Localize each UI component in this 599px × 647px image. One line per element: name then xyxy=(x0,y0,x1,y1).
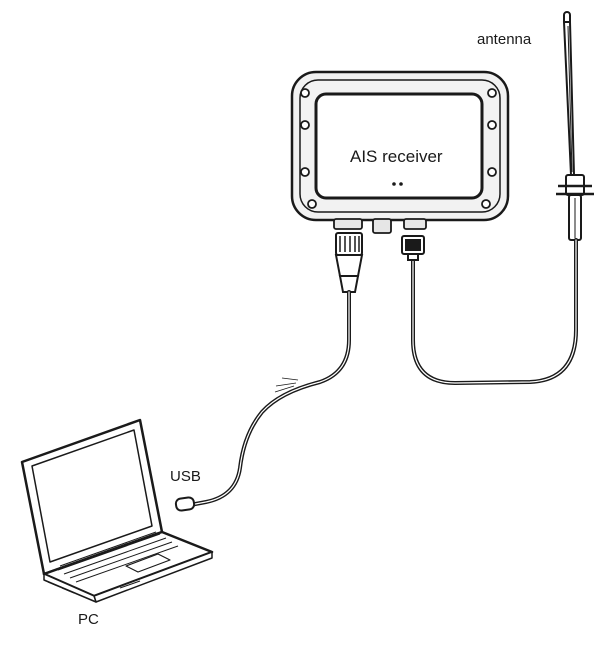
usb-cable xyxy=(190,292,349,505)
connector-icon xyxy=(402,236,424,260)
ais-receiver-label: AIS receiver xyxy=(350,147,443,166)
antenna-label: antenna xyxy=(477,31,532,48)
pc-label: PC xyxy=(78,611,99,628)
antenna-cable xyxy=(413,240,576,383)
connector-icon xyxy=(336,233,362,292)
usb-plug-icon xyxy=(175,497,194,511)
antenna-icon xyxy=(556,12,594,240)
usb-label: USB xyxy=(170,468,201,485)
